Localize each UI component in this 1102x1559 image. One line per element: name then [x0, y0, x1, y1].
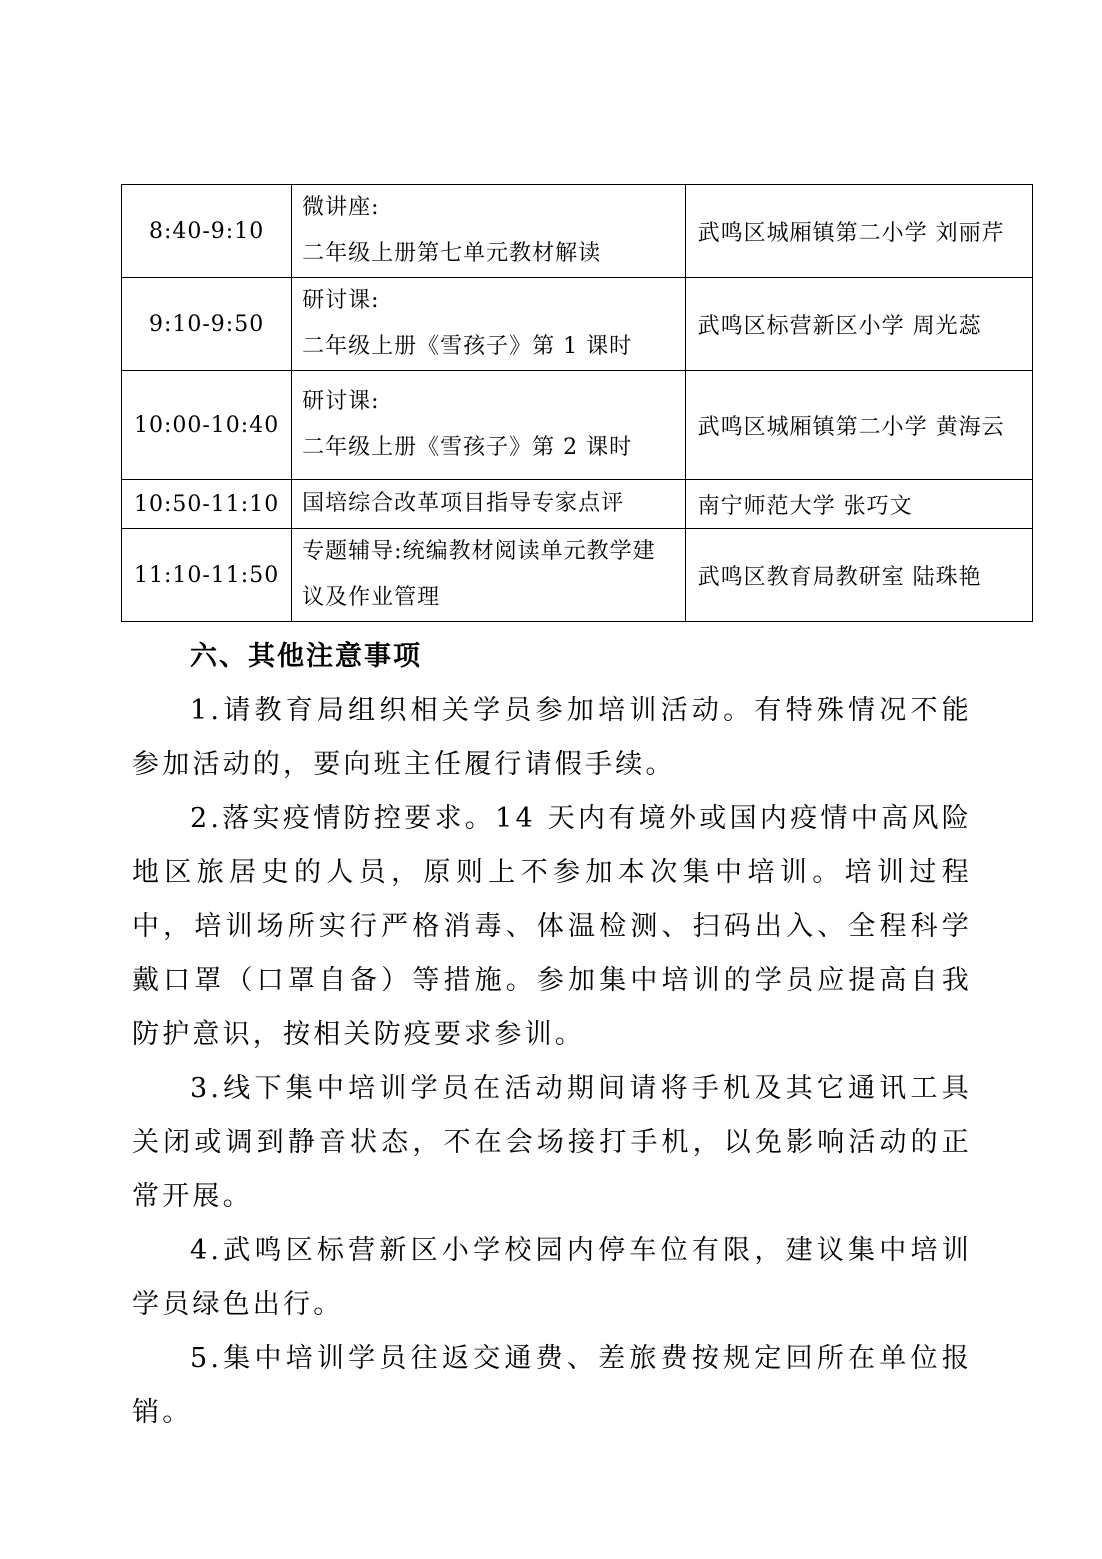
- note-paragraph: 5.集中培训学员往返交通费、差旅费按规定回所在单位报销。: [132, 1343, 972, 1428]
- table-row: [122, 371, 1033, 480]
- speaker-cell: 武鸣区标营新区小学 周光蕊: [685, 278, 1032, 371]
- time-cell: 8:40-9:10: [122, 185, 292, 278]
- table-row: [122, 529, 1033, 622]
- time-cell: 10:00-10:40: [122, 371, 292, 480]
- note-paragraph: 1.请教育局组织相关学员参加培训活动。有特殊情况不能参加活动的，要向班主任履行请假手续。: [132, 695, 972, 780]
- speaker-cell: 武鸣区城厢镇第二小学 刘丽芹: [685, 185, 1032, 278]
- content-cell: 专题辅导:统编教材阅读单元教学建 议及作业管理: [292, 529, 685, 622]
- speaker-cell: 武鸣区教育局教研室 陆珠艳: [685, 529, 1032, 622]
- time-cell: 11:10-11:50: [122, 529, 292, 622]
- content-cell: 研讨课: 二年级上册《雪孩子》第 2 课时: [292, 371, 685, 480]
- speaker-cell: 南宁师范大学 张巧文: [685, 480, 1032, 529]
- table-row: [122, 185, 1033, 278]
- time-cell: 10:50-11:10: [122, 480, 292, 529]
- time-cell: 9:10-9:50: [122, 278, 292, 371]
- note-paragraph: 3.线下集中培训学员在活动期间请将手机及其它通讯工具关闭或调到静音状态，不在会场接打手机，以免影响活动的正常开展。: [132, 1073, 972, 1212]
- content-cell: 国培综合改革项目指导专家点评: [292, 480, 685, 529]
- table-row: [122, 278, 1033, 371]
- speaker-cell: 武鸣区城厢镇第二小学 黄海云: [685, 371, 1032, 480]
- notes-list: [132, 684, 972, 1440]
- content-cell: 研讨课: 二年级上册《雪孩子》第 1 课时: [292, 278, 685, 371]
- note-paragraph: 4.武鸣区标营新区小学校园内停车位有限，建议集中培训学员绿色出行。: [132, 1235, 972, 1320]
- table-row: [122, 480, 1033, 529]
- schedule-table: [121, 184, 1033, 622]
- content-cell: 微讲座: 二年级上册第七单元教材解读: [292, 185, 685, 278]
- section-heading: 六、其他注意事项: [190, 641, 422, 672]
- note-paragraph: 2.落实疫情防控要求。14 天内有境外或国内疫情中高风险地区旅居史的人员，原则上不参加本次集中培训。培训过程中，培训场所实行严格消毒、体温检测、扫码出入、全程科学戴口罩（口罩自备）等措施。参加集中培训的学员应提高自我防护意识，按相关防疫要求参训。: [132, 803, 972, 1050]
